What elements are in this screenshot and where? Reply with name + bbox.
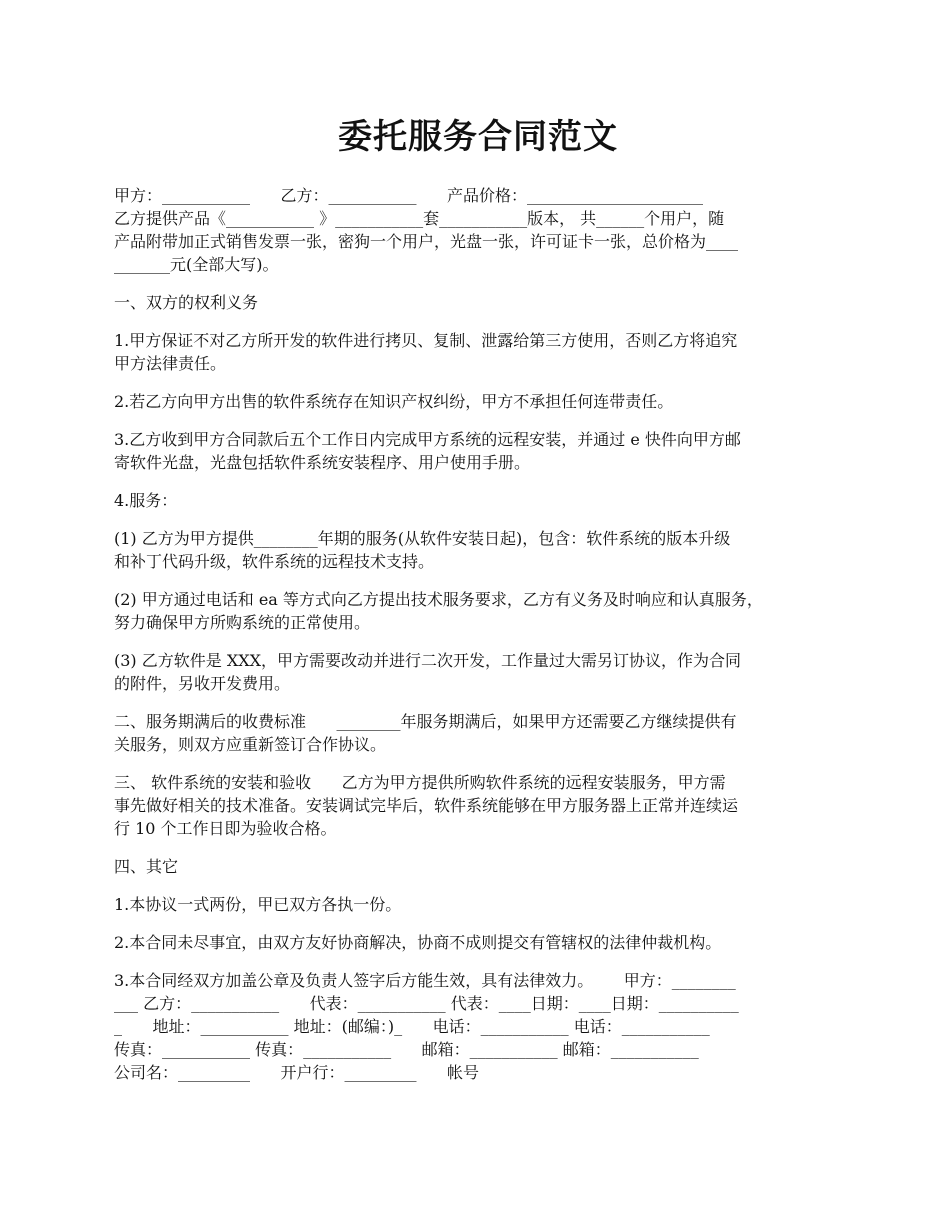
paragraph xyxy=(114,969,842,1084)
text-line: 1.本协议一式两份，甲已双方各执一份。 xyxy=(114,895,402,914)
text-line: 关服务，则双方应重新签订合作协议。 xyxy=(114,735,387,754)
paragraph xyxy=(114,893,842,916)
text-line: 乙方提供产品《___________ 》___________套___________版本， 共______个用户，随 xyxy=(114,209,725,228)
text-line: 甲方法律责任。 xyxy=(114,354,227,373)
text-line: (2) 甲方通过电话和 ea 等方式向乙方提出技术服务要求，乙方有义务及时响应和认真服务， xyxy=(114,590,763,609)
text-line: (3) 乙方软件是 XXX，甲方需要改动并进行二次开发，工作量过大需另订协议，作为合同 xyxy=(114,651,742,670)
document-body xyxy=(114,184,842,1084)
paragraph xyxy=(114,855,842,878)
text-line: 2.若乙方向甲方出售的软件系统存在知识产权纠纷，甲方不承担任何连带责任。 xyxy=(114,392,674,411)
text-line: 的附件，另收开发费用。 xyxy=(114,674,291,693)
text-line: 3.乙方收到甲方合同款后五个工作日内完成甲方系统的远程安装，并通过 e 快件向甲方邮 xyxy=(114,430,741,449)
text-line: 4.服务： xyxy=(114,491,178,510)
text-line: ___ 乙方：___________ 代表：___________ 代表：____日期：____日期：__________ xyxy=(114,994,739,1013)
paragraph xyxy=(114,771,842,840)
text-line: _______元(全部大写)。 xyxy=(114,255,279,274)
paragraph xyxy=(114,390,842,413)
paragraph xyxy=(114,588,842,634)
text-line: 2.本合同未尽事宜，由双方友好协商解决，协商不成则提交有管辖权的法律仲裁机构。 xyxy=(114,933,722,952)
paragraph xyxy=(114,489,842,512)
text-line: 行 10 个工作日即为验收合格。 xyxy=(114,819,337,838)
text-line: 传真：___________ 传真：___________ 邮箱：___________ 邮箱：___________ xyxy=(114,1040,699,1059)
text-line: 3.本合同经双方加盖公章及负责人签字后方能生效，具有法律效力。 甲方：________ xyxy=(114,971,736,990)
paragraph xyxy=(114,184,842,276)
text-line: 产品附带加正式销售发票一张，密狗一个用户，光盘一张，许可证卡一张，总价格为____ xyxy=(114,232,739,251)
text-line: 和补丁代码升级，软件系统的远程技术支持。 xyxy=(114,552,435,571)
paragraph xyxy=(114,649,842,695)
text-line: 寄软件光盘，光盘包括软件系统安装程序、用户使用手册。 xyxy=(114,453,531,472)
paragraph xyxy=(114,527,842,573)
text-line: (1) 乙方为甲方提供________年期的服务(从软件安装日起)，包含：软件系统的版本升级 xyxy=(114,529,731,548)
text-line: 公司名：_________ 开户行：_________ 帐号 xyxy=(114,1063,480,1082)
text-line: 甲方：___________ 乙方：___________ 产品价格：______________________ xyxy=(114,186,704,205)
text-line: 四、其它 xyxy=(114,857,179,876)
document-title: 委托服务合同范文 xyxy=(338,117,618,157)
paragraph xyxy=(114,931,842,954)
text-line: 1.甲方保证不对乙方所开发的软件进行拷贝、复制、泄露给第三方使用，否则乙方将追究 xyxy=(114,331,738,350)
text-line: 二、服务期满后的收费标准 ________年服务期满后，如果甲方还需要乙方继续提供有 xyxy=(114,712,737,731)
paragraph xyxy=(114,710,842,756)
paragraph xyxy=(114,329,842,375)
text-line: _ 地址：___________ 地址：(邮编：)_ 电话：___________ 电话：___________ xyxy=(114,1017,710,1036)
text-line: 一、双方的权利义务 xyxy=(114,293,259,312)
paragraph xyxy=(114,428,842,474)
text-line: 努力确保甲方所购系统的正常使用。 xyxy=(114,613,371,632)
paragraph xyxy=(114,291,842,314)
text-line: 事先做好相关的技术准备。安装调试完毕后，软件系统能够在甲方服务器上正常并连续运 xyxy=(114,796,739,815)
text-line: 三、 软件系统的安装和验收 乙方为甲方提供所购软件系统的远程安装服务，甲方需 xyxy=(114,773,726,792)
